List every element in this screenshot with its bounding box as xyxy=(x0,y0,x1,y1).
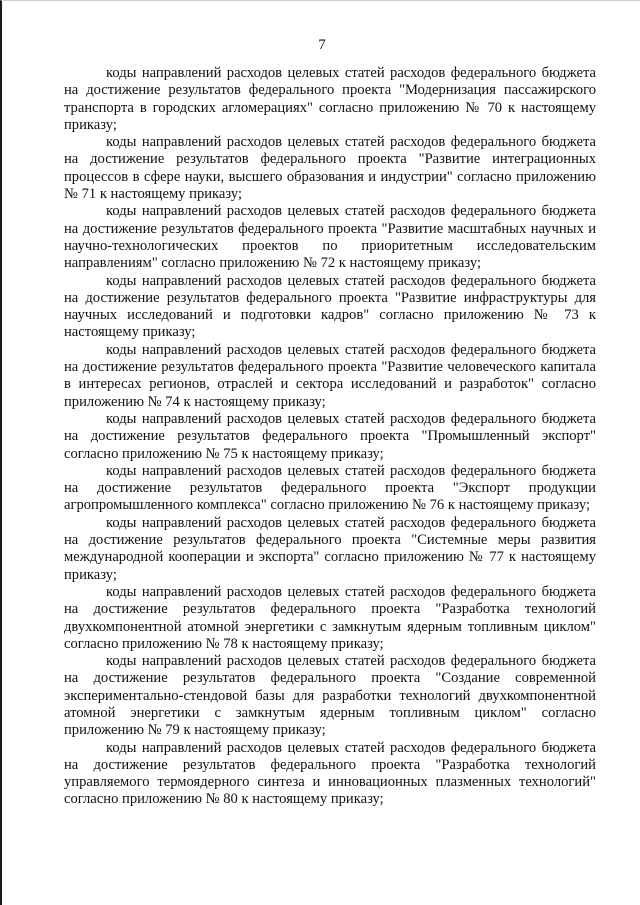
paragraph: коды направлений расходов целевых статей расходов федерального бюджета на достижение результатов федерального проекта "Промышленный экспорт" согласно приложению № 75 к настоящему приказу; xyxy=(64,410,596,462)
page-number: 7 xyxy=(318,37,326,53)
paragraph: коды направлений расходов целевых статей расходов федерального бюджета на достижение результатов федерального проекта "Развитие человеческого капитала в интересах регионов, отраслей и сектора исследований и разработок" согласно приложению № 74 к настоящему приказу; xyxy=(64,341,596,410)
paragraph: коды направлений расходов целевых статей расходов федерального бюджета на достижение результатов федерального проекта "Создание современной экспериментально-стендовой базы для разработки технологий двухкомпонентной атомной энергетики с замкнутым ядерным топливным циклом" согласно приложению № 79 к настоящему приказу; xyxy=(64,653,596,739)
paragraph: коды направлений расходов целевых статей расходов федерального бюджета на достижение результатов федерального проекта "Развитие интеграционных процессов в сфере науки, высшего образования и индустрии" согласно приложению № 71 к настоящему приказу; xyxy=(64,134,596,203)
document-body xyxy=(64,65,596,809)
paragraph: коды направлений расходов целевых статей расходов федерального бюджета на достижение результатов федерального проекта "Развитие инфраструктуры для научных исследований и подготовки кадров" согласно приложению № 73 к настоящему приказу; xyxy=(64,272,596,341)
paragraph: коды направлений расходов целевых статей расходов федерального бюджета на достижение результатов федерального проекта "Разработка технологий управляемого термоядерного синтеза и инновационных плазменных технологий" согласно приложению № 80 к настоящему приказу; xyxy=(64,739,596,808)
paragraph: коды направлений расходов целевых статей расходов федерального бюджета на достижение результатов федерального проекта "Системные меры развития международной кооперации и экспорта" согласно приложению № 77 к настоящему приказу; xyxy=(64,514,596,583)
paragraph: коды направлений расходов целевых статей расходов федерального бюджета на достижение результатов федерального проекта "Экспорт продукции агропромышленного комплекса" согласно приложению № 76 к настоящему приказу; xyxy=(64,462,596,514)
paragraph: коды направлений расходов целевых статей расходов федерального бюджета на достижение результатов федерального проекта "Разработка технологий двухкомпонентной атомной энергетики с замкнутым ядерным топливным циклом" согласно приложению № 78 к настоящему приказу; xyxy=(64,583,596,652)
paragraph: коды направлений расходов целевых статей расходов федерального бюджета на достижение результатов федерального проекта "Модернизация пассажирского транспорта в городских агломерациях" согласно приложению № 70 к настоящему приказу; xyxy=(64,65,596,133)
paragraph: коды направлений расходов целевых статей расходов федерального бюджета на достижение результатов федерального проекта "Развитие масштабных научных и научно-технологических проектов по приоритетным исследовательским направлениям" согласно приложению № 72 к настоящему приказу; xyxy=(64,203,596,272)
